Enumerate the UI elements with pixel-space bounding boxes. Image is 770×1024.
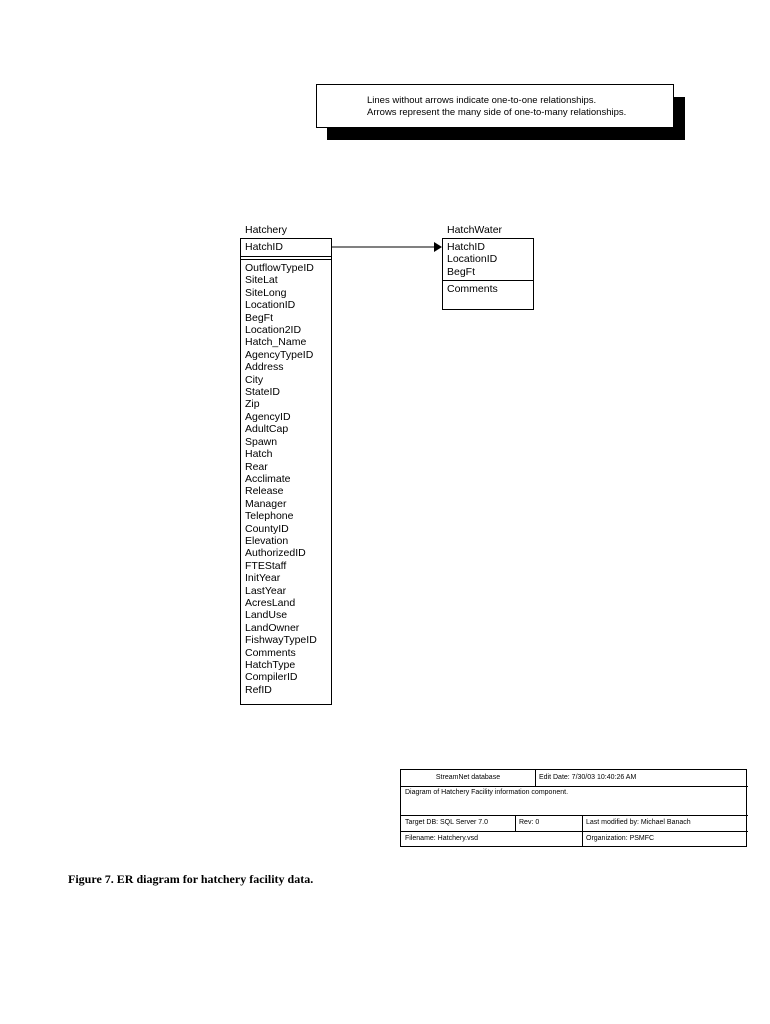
entity-field: FishwayTypeID (245, 634, 317, 647)
entity-field: Comments (245, 646, 296, 659)
entity-field: Location2ID (245, 324, 302, 337)
title-block-last-modified: Last modified by: Michael Banach (586, 819, 691, 826)
entity-field: Address (245, 361, 284, 374)
entity-field: LastYear (245, 584, 287, 597)
entity-field: AgencyID (245, 410, 291, 423)
title-block-target-db: Target DB: SQL Server 7.0 (405, 819, 488, 826)
entity-field: BegFt (245, 311, 274, 324)
hatchery-entity-title: Hatchery (245, 224, 288, 236)
entity-field: LocationID (447, 253, 498, 266)
entity-field: RefID (245, 683, 272, 696)
entity-field: HatchType (245, 659, 296, 671)
entity-field: SiteLat (245, 274, 278, 287)
many-side-arrow-icon (434, 242, 442, 252)
entity-field: LocationID (245, 299, 296, 312)
entity-field: BegFt (447, 265, 476, 278)
entity-field: Spawn (245, 435, 278, 448)
entity-field: City (245, 373, 264, 386)
entity-field: Manager (245, 497, 287, 510)
hatchery-primary-key: HatchID (241, 239, 331, 257)
entity-field: FTEStaff (245, 559, 287, 572)
entity-field: Elevation (245, 534, 289, 547)
figure-caption: Figure 7. ER diagram for hatchery facility data. (68, 872, 314, 886)
title-block-description: Diagram of Hatchery Facility information component. (405, 789, 569, 796)
entity-field: AuthorizedID (245, 547, 306, 560)
entity-field: LandOwner (245, 621, 300, 634)
title-block (400, 769, 747, 847)
entity-field: SiteLong (245, 286, 287, 299)
legend-line-one-to-many: Arrows represent the many side of one-to-many relationships. (367, 107, 627, 118)
title-block-filename: Filename: Hatchery.vsd (405, 835, 479, 842)
title-block-revision: Rev: 0 (519, 819, 540, 826)
entity-field: AcresLand (245, 596, 296, 609)
entity-field: AgencyTypeID (245, 348, 314, 361)
entity-field: StateID (245, 386, 281, 399)
legend-line-one-to-one: Lines without arrows indicate one-to-one relationships. (367, 95, 597, 106)
entity-field: CountyID (245, 522, 289, 535)
entity-field: InitYear (245, 572, 281, 585)
title-block-edit-date: Edit Date: 7/30/03 10:40:26 AM (539, 774, 637, 781)
entity-field: Acclimate (245, 472, 291, 485)
entity-field: HatchID (447, 241, 485, 253)
entity-field: Hatch_Name (245, 336, 307, 349)
hatchwater-entity-title: HatchWater (447, 224, 503, 236)
title-block-project: StreamNet database (435, 774, 501, 781)
title-block-organization: Organization: PSMFC (586, 835, 655, 842)
entity-field: Rear (245, 460, 268, 473)
entity-field: OutflowTypeID (245, 262, 314, 274)
entity-field: Zip (245, 398, 260, 411)
entity-field: Telephone (245, 510, 294, 523)
entity-field: CompilerID (245, 671, 298, 684)
entity-field: AdultCap (245, 423, 289, 436)
entity-field: Hatch (245, 448, 273, 461)
entity-field: Release (245, 485, 284, 498)
entity-field: LandUse (245, 609, 288, 622)
entity-field: Comments (447, 283, 498, 296)
